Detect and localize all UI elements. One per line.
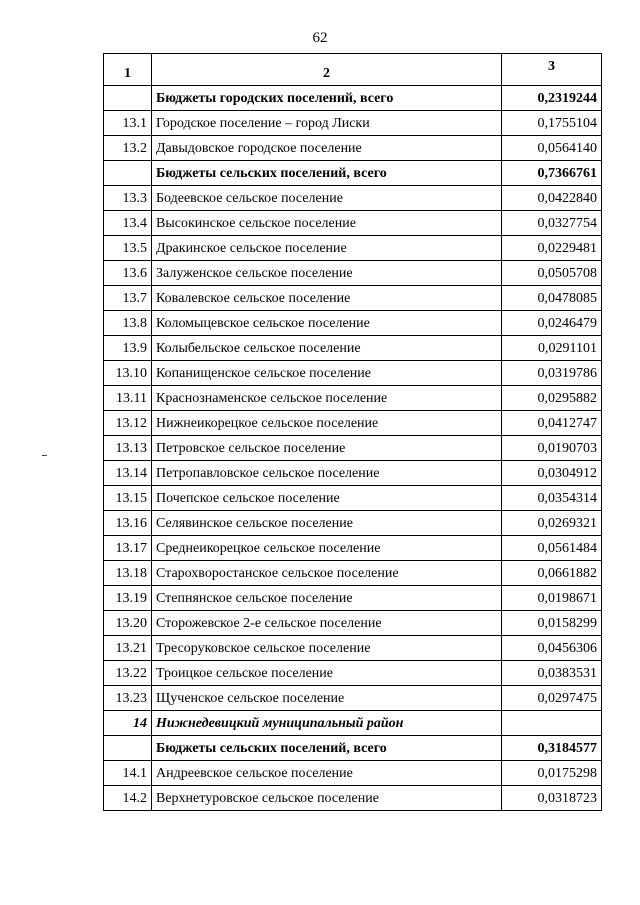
- share-value-cell: 0,0246479: [502, 311, 602, 336]
- settlement-name-cell: Среднеикорецкое сельское поселение: [152, 536, 502, 561]
- table-row: [104, 486, 602, 511]
- row-number-cell: 13.7: [104, 286, 152, 311]
- header-cell-2: 2: [152, 54, 502, 86]
- share-value-cell: 0,0295882: [502, 386, 602, 411]
- share-value-cell: [502, 711, 602, 736]
- share-value-cell: 0,0478085: [502, 286, 602, 311]
- share-value-cell: 0,0229481: [502, 236, 602, 261]
- row-number-cell: 13.13: [104, 436, 152, 461]
- share-value-cell: 0,0190703: [502, 436, 602, 461]
- settlement-name-cell: Бюджеты сельских поселений, всего: [152, 161, 502, 186]
- row-number-cell: 13.4: [104, 211, 152, 236]
- row-number-cell: 13.19: [104, 586, 152, 611]
- settlement-name-cell: Селявинское сельское поселение: [152, 511, 502, 536]
- settlement-name-cell: Колыбельское сельское поселение: [152, 336, 502, 361]
- share-value-cell: 0,1755104: [502, 111, 602, 136]
- table-row: [104, 661, 602, 686]
- settlement-name-cell: Андреевское сельское поселение: [152, 761, 502, 786]
- share-value-cell: 0,0297475: [502, 686, 602, 711]
- table-row: [104, 86, 602, 111]
- settlement-name-cell: Степнянское сельское поселение: [152, 586, 502, 611]
- table-row: [104, 136, 602, 161]
- row-number-cell: 13.9: [104, 336, 152, 361]
- table-row: [104, 586, 602, 611]
- table-row: [104, 536, 602, 561]
- table-row: [104, 236, 602, 261]
- table-row: [104, 186, 602, 211]
- table-row: [104, 111, 602, 136]
- scan-mark: [42, 455, 47, 456]
- row-number-cell: 13.20: [104, 611, 152, 636]
- share-value-cell: 0,0269321: [502, 511, 602, 536]
- settlement-name-cell: Бюджеты сельских поселений, всего: [152, 736, 502, 761]
- share-value-cell: 0,0561484: [502, 536, 602, 561]
- share-value-cell: 0,3184577: [502, 736, 602, 761]
- row-number-cell: 13.16: [104, 511, 152, 536]
- row-number-cell: 14.1: [104, 761, 152, 786]
- table-row: [104, 386, 602, 411]
- row-number-cell: 13.15: [104, 486, 152, 511]
- settlement-name-cell: Старохворостанское сельское поселение: [152, 561, 502, 586]
- header-cell-3: 3: [502, 54, 602, 86]
- share-value-cell: 0,0354314: [502, 486, 602, 511]
- share-value-cell: 0,0564140: [502, 136, 602, 161]
- row-number-cell: 13.11: [104, 386, 152, 411]
- table-header-row: [104, 54, 602, 86]
- settlement-name-cell: Залуженское сельское поселение: [152, 261, 502, 286]
- settlement-name-cell: Ковалевское сельское поселение: [152, 286, 502, 311]
- table-row: [104, 711, 602, 736]
- table-row: [104, 211, 602, 236]
- table-row: [104, 786, 602, 811]
- settlement-name-cell: Нижнедевицкий муниципальный район: [152, 711, 502, 736]
- table-row: [104, 161, 602, 186]
- table-row: [104, 686, 602, 711]
- table-row: [104, 636, 602, 661]
- share-value-cell: 0,0319786: [502, 361, 602, 386]
- settlement-name-cell: Верхнетуровское сельское поселение: [152, 786, 502, 811]
- settlement-name-cell: Сторожевское 2-е сельское поселение: [152, 611, 502, 636]
- settlement-name-cell: Городское поселение – город Лиски: [152, 111, 502, 136]
- table-row: [104, 511, 602, 536]
- table-row: [104, 461, 602, 486]
- table-row: [104, 736, 602, 761]
- share-value-cell: 0,7366761: [502, 161, 602, 186]
- row-number-cell: 13.14: [104, 461, 152, 486]
- row-number-cell: 14.2: [104, 786, 152, 811]
- settlement-name-cell: Петровское сельское поселение: [152, 436, 502, 461]
- table-row: [104, 261, 602, 286]
- budget-distribution-table: [103, 53, 602, 811]
- table-row: [104, 436, 602, 461]
- share-value-cell: 0,0412747: [502, 411, 602, 436]
- share-value-cell: 0,0291101: [502, 336, 602, 361]
- row-number-cell: 13.12: [104, 411, 152, 436]
- row-number-cell: 13.22: [104, 661, 152, 686]
- row-number-cell: [104, 86, 152, 111]
- settlement-name-cell: Нижнеикорецкое сельское поселение: [152, 411, 502, 436]
- share-value-cell: 0,0661882: [502, 561, 602, 586]
- share-value-cell: 0,0456306: [502, 636, 602, 661]
- settlement-name-cell: Петропавловское сельское поселение: [152, 461, 502, 486]
- row-number-cell: 13.21: [104, 636, 152, 661]
- share-value-cell: 0,0158299: [502, 611, 602, 636]
- table-row: [104, 286, 602, 311]
- share-value-cell: 0,0422840: [502, 186, 602, 211]
- row-number-cell: 13.8: [104, 311, 152, 336]
- row-number-cell: 13.1: [104, 111, 152, 136]
- share-value-cell: 0,0304912: [502, 461, 602, 486]
- share-value-cell: 0,0327754: [502, 211, 602, 236]
- settlement-name-cell: Троицкое сельское поселение: [152, 661, 502, 686]
- header-cell-1: 1: [104, 54, 152, 86]
- page-number: 62: [312, 30, 328, 46]
- settlement-name-cell: Бодеевское сельское поселение: [152, 186, 502, 211]
- settlement-name-cell: Щученское сельское поселение: [152, 686, 502, 711]
- share-value-cell: 0,0175298: [502, 761, 602, 786]
- table-row: [104, 761, 602, 786]
- settlement-name-cell: Почепское сельское поселение: [152, 486, 502, 511]
- settlement-name-cell: Коломыцевское сельское поселение: [152, 311, 502, 336]
- table-row: [104, 611, 602, 636]
- row-number-cell: 13.18: [104, 561, 152, 586]
- row-number-cell: [104, 736, 152, 761]
- share-value-cell: 0,0318723: [502, 786, 602, 811]
- table-row: [104, 311, 602, 336]
- settlement-name-cell: Краснознаменское сельское поселение: [152, 386, 502, 411]
- settlement-name-cell: Копанищенское сельское поселение: [152, 361, 502, 386]
- share-value-cell: 0,0383531: [502, 661, 602, 686]
- row-number-cell: 13.6: [104, 261, 152, 286]
- row-number-cell: 13.10: [104, 361, 152, 386]
- table-row: [104, 411, 602, 436]
- row-number-cell: 13.3: [104, 186, 152, 211]
- share-value-cell: 0,0505708: [502, 261, 602, 286]
- share-value-cell: 0,2319244: [502, 86, 602, 111]
- table-row: [104, 561, 602, 586]
- table-row: [104, 361, 602, 386]
- settlement-name-cell: Высокинское сельское поселение: [152, 211, 502, 236]
- table-row: [104, 336, 602, 361]
- share-value-cell: 0,0198671: [502, 586, 602, 611]
- row-number-cell: 13.5: [104, 236, 152, 261]
- row-number-cell: 13.2: [104, 136, 152, 161]
- row-number-cell: [104, 161, 152, 186]
- settlement-name-cell: Тресоруковское сельское поселение: [152, 636, 502, 661]
- settlement-name-cell: Дракинское сельское поселение: [152, 236, 502, 261]
- row-number-cell: 13.23: [104, 686, 152, 711]
- settlement-name-cell: Давыдовское городское поселение: [152, 136, 502, 161]
- row-number-cell: 14: [104, 711, 152, 736]
- settlement-name-cell: Бюджеты городских поселений, всего: [152, 86, 502, 111]
- row-number-cell: 13.17: [104, 536, 152, 561]
